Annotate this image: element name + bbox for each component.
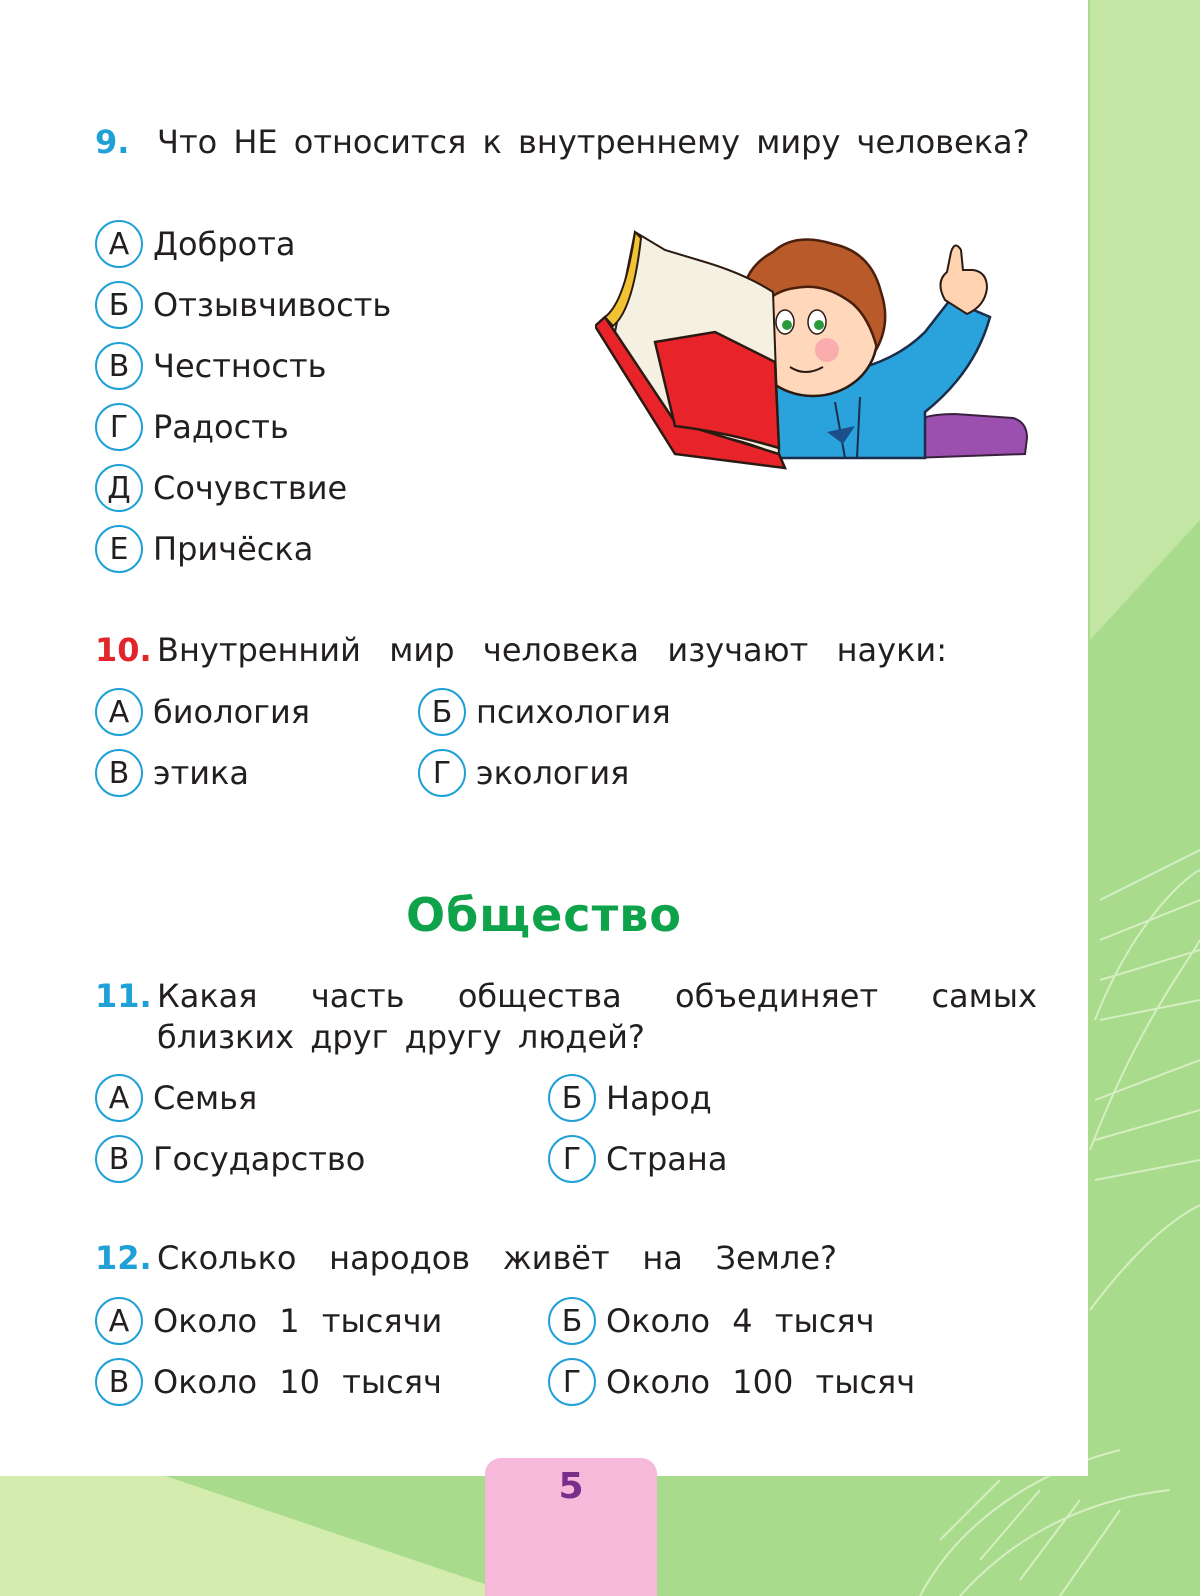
- question-9: [95, 122, 1045, 163]
- option-letter-circle: Г: [95, 403, 143, 451]
- option-9-e[interactable]: [95, 525, 313, 573]
- option-9-g[interactable]: [95, 403, 289, 451]
- option-letter-circle: Г: [548, 1135, 596, 1183]
- question-10: [95, 630, 1045, 671]
- question-12: [95, 1238, 1045, 1279]
- question-text: Что НЕ относится к внутреннему миру человека?: [157, 123, 1030, 161]
- question-number: 12.: [95, 1239, 152, 1277]
- option-letter-circle: Б: [95, 281, 143, 329]
- option-12-v[interactable]: [95, 1358, 442, 1406]
- question-number: 11.: [95, 977, 152, 1015]
- option-12-b[interactable]: [548, 1297, 874, 1345]
- option-letter-circle: А: [95, 220, 143, 268]
- question-11: [95, 976, 1045, 1058]
- option-text: Честность: [153, 346, 327, 385]
- question-text: Какая часть общества объединяет самых близких друг другу людей?: [157, 977, 1037, 1056]
- option-11-g[interactable]: [548, 1135, 727, 1183]
- option-letter-circle: В: [95, 1358, 143, 1406]
- option-text: Семья: [153, 1078, 258, 1117]
- option-letter-circle: А: [95, 1297, 143, 1345]
- option-letter-circle: А: [95, 688, 143, 736]
- option-text: Около 100 тысяч: [606, 1362, 916, 1401]
- option-text: Причёска: [153, 529, 314, 568]
- option-text: Около 1 тысячи: [153, 1301, 443, 1340]
- option-text: Отзывчивость: [153, 285, 392, 324]
- option-text: биология: [153, 692, 310, 731]
- option-text: Около 4 тысяч: [606, 1301, 875, 1340]
- option-letter-circle: В: [95, 749, 143, 797]
- option-letter-circle: Б: [418, 688, 466, 736]
- option-text: Радость: [153, 407, 289, 446]
- section-heading: Общество: [406, 888, 682, 942]
- option-9-d[interactable]: [95, 464, 347, 512]
- option-text: экология: [476, 753, 630, 792]
- option-letter-circle: Г: [548, 1358, 596, 1406]
- question-text: Внутренний мир человека изучают науки:: [157, 631, 947, 669]
- option-10-g[interactable]: [418, 749, 629, 797]
- boy-reading-book-illustration: [595, 222, 1035, 472]
- option-letter-circle: А: [95, 1074, 143, 1122]
- option-10-a[interactable]: [95, 688, 310, 736]
- page-number-tab: [485, 1458, 657, 1596]
- option-11-v[interactable]: [95, 1135, 365, 1183]
- option-10-v[interactable]: [95, 749, 249, 797]
- option-9-v[interactable]: [95, 342, 326, 390]
- question-text: Сколько народов живёт на Земле?: [157, 1239, 837, 1277]
- option-text: Народ: [606, 1078, 712, 1117]
- option-text: Страна: [606, 1139, 728, 1178]
- option-text: Сочувствие: [153, 468, 348, 507]
- option-10-b[interactable]: [418, 688, 671, 736]
- option-11-b[interactable]: [548, 1074, 712, 1122]
- page-number: 5: [558, 1466, 584, 1507]
- option-text: психология: [476, 692, 671, 731]
- option-9-b[interactable]: [95, 281, 391, 329]
- option-letter-circle: Б: [548, 1074, 596, 1122]
- option-letter-circle: Г: [418, 749, 466, 797]
- option-12-a[interactable]: [95, 1297, 442, 1345]
- question-number: 10.: [95, 631, 152, 669]
- option-12-g[interactable]: [548, 1358, 915, 1406]
- question-number: 9.: [95, 123, 130, 161]
- option-text: Государство: [153, 1139, 366, 1178]
- option-letter-circle: В: [95, 342, 143, 390]
- option-text: Доброта: [153, 224, 296, 263]
- option-letter-circle: Б: [548, 1297, 596, 1345]
- option-9-a[interactable]: [95, 220, 295, 268]
- option-letter-circle: Д: [95, 464, 143, 512]
- option-letter-circle: Е: [95, 525, 143, 573]
- option-letter-circle: В: [95, 1135, 143, 1183]
- option-11-a[interactable]: [95, 1074, 257, 1122]
- option-text: Около 10 тысяч: [153, 1362, 442, 1401]
- option-text: этика: [153, 753, 249, 792]
